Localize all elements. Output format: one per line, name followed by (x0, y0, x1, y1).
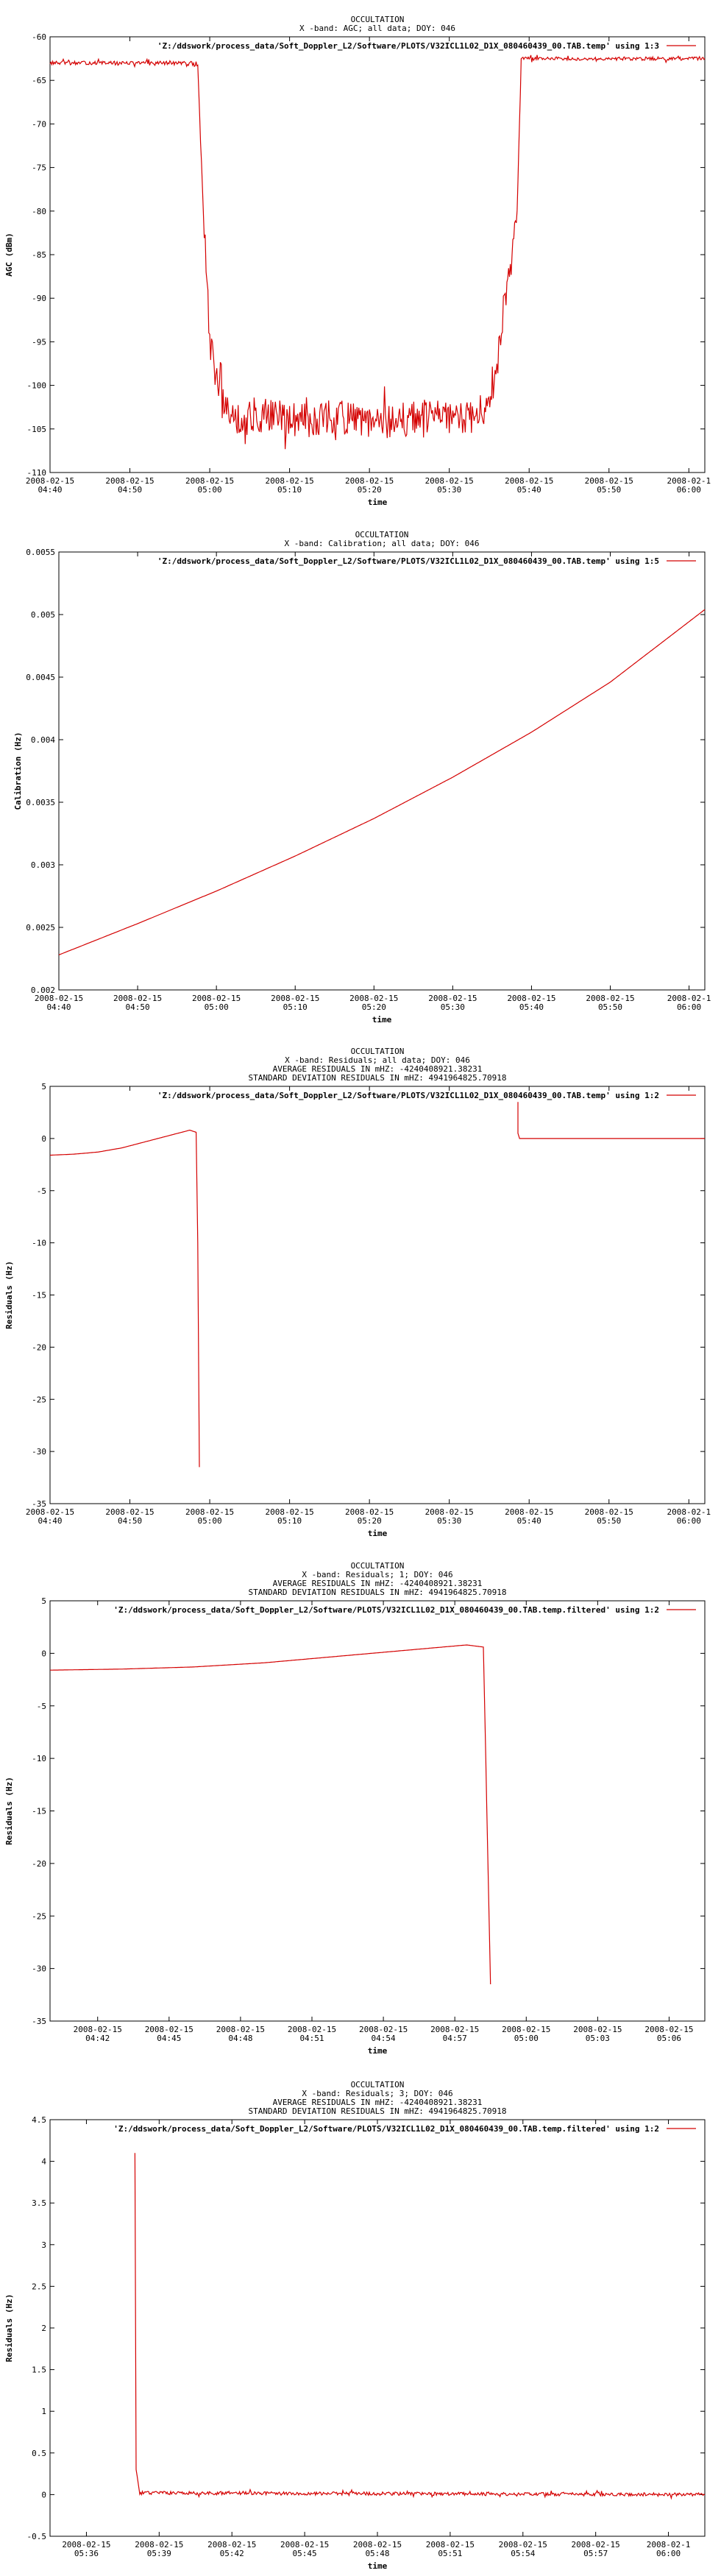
x-axis-label: time (367, 498, 388, 507)
legend-label: 'Z:/ddswork/process_data/Soft_Doppler_L2/Software/PLOTS/V32ICL1L02_D1X_080460439_00.TAB.temp' using 1:3 (157, 41, 659, 51)
y-tick-label: 0 (41, 2490, 46, 2500)
y-tick-label: -30 (32, 1964, 46, 1974)
chart-title-line: AVERAGE RESIDUALS IN mHZ: -4240408921.38231 (272, 1579, 483, 1588)
x-tick-label: 04:50 (117, 485, 143, 495)
x-tick-label: 05:30 (440, 1002, 465, 1012)
chart-title-line: AVERAGE RESIDUALS IN mHZ: -4240408921.38231 (272, 2098, 483, 2107)
x-tick-label: 05:03 (585, 2034, 610, 2043)
x-tick-label: 06:00 (677, 1002, 702, 1012)
x-tick-label: 05:57 (583, 2549, 608, 2558)
chart-title-line: OCCULTATION (350, 2080, 405, 2090)
y-tick-label: -15 (32, 1806, 46, 1816)
x-tick-label: 2008-02-15 (192, 994, 241, 1003)
y-tick-label: -5 (36, 1186, 46, 1196)
x-tick-label: 2008-02-15 (207, 2540, 257, 2550)
chart-2 (13, 530, 711, 1025)
y-axis-label: Residuals (Hz) (4, 1777, 14, 1845)
x-tick-label: 2008-02-15 (507, 994, 556, 1003)
y-tick-label: 2 (41, 2324, 46, 2333)
y-tick-label: -15 (32, 1290, 46, 1301)
y-tick-label: -10 (32, 1754, 46, 1764)
x-tick-label: 2008-02-15 (573, 2025, 622, 2034)
chart-title-line: OCCULTATION (355, 530, 409, 539)
x-tick-label: 05:50 (597, 1516, 622, 1526)
x-tick-label: 2008-02-15 (505, 476, 554, 486)
chart-title-line: AVERAGE RESIDUALS IN mHZ: -4240408921.38231 (272, 1064, 483, 1074)
x-tick-label: 05:50 (597, 485, 622, 495)
series-line (50, 1130, 199, 1468)
legend-label: 'Z:/ddswork/process_data/Soft_Doppler_L2/Software/PLOTS/V32ICL1L02_D1X_080460439_00.TAB.temp.filtered' using 1:2 (113, 2124, 659, 2134)
chart-title-line: OCCULTATION (350, 1561, 405, 1571)
x-tick-label: 2008-02-15 (25, 476, 75, 486)
x-tick-label: 05:42 (219, 2549, 244, 2558)
y-tick-label: 0.0055 (26, 548, 55, 557)
y-tick-label: -5 (36, 1701, 46, 1711)
x-tick-label: 04:48 (228, 2034, 253, 2043)
chart-1 (4, 15, 711, 507)
y-tick-label: -35 (32, 2017, 46, 2026)
x-tick-label: 06:00 (676, 1516, 701, 1526)
y-tick-label: 0.0045 (26, 673, 55, 682)
x-tick-label: 2008-02-15 (345, 1507, 394, 1517)
y-tick-label: 1.5 (32, 2365, 46, 2375)
x-tick-label: 2008-02-15 (73, 2025, 122, 2034)
series-line (135, 2153, 705, 2498)
y-tick-label: 0 (41, 1649, 46, 1659)
x-tick-label: 2008-02-15 (265, 1507, 314, 1517)
x-tick-label: 2008-02-15 (280, 2540, 330, 2550)
x-tick-label: 04:40 (38, 1516, 63, 1526)
y-axis-label: Residuals (Hz) (4, 1261, 14, 1329)
x-tick-label: 2008-02-15 (498, 2540, 547, 2550)
x-tick-label: 2008-02-1 (667, 994, 711, 1003)
x-tick-label: 2008-02-15 (25, 1507, 75, 1517)
chart-title-line: X -band: Residuals; all data; DOY: 046 (285, 1055, 470, 1065)
x-tick-label: 04:50 (117, 1516, 143, 1526)
x-tick-label: 2008-02-15 (349, 994, 399, 1003)
x-tick-label: 04:57 (442, 2034, 467, 2043)
y-tick-label: -65 (32, 76, 46, 86)
x-tick-label: 2008-02-1 (667, 1507, 711, 1517)
y-tick-label: 0.005 (30, 610, 55, 620)
x-axis-label: time (372, 1015, 392, 1025)
x-tick-label: 05:10 (277, 485, 302, 495)
x-tick-label: 2008-02-15 (358, 2025, 408, 2034)
x-tick-label: 05:06 (656, 2034, 682, 2043)
legend-label: 'Z:/ddswork/process_data/Soft_Doppler_L2/Software/PLOTS/V32ICL1L02_D1X_080460439_00.TAB.temp' using 1:5 (157, 556, 659, 566)
y-axis-label: Residuals (Hz) (4, 2293, 14, 2363)
x-tick-label: 05:00 (204, 1002, 229, 1012)
x-tick-label: 2008-02-15 (430, 2025, 480, 2034)
y-tick-label: -25 (32, 1911, 46, 1922)
plot-frame (50, 37, 705, 473)
y-tick-label: -35 (32, 1499, 46, 1509)
y-tick-label: 0.0035 (26, 798, 55, 807)
y-tick-label: -20 (32, 1342, 46, 1353)
x-tick-label: 05:51 (438, 2549, 463, 2558)
x-tick-label: 2008-02-15 (425, 476, 474, 486)
y-tick-label: -110 (26, 468, 46, 478)
y-tick-label: 3.5 (32, 2198, 46, 2209)
plot-frame (59, 552, 705, 990)
x-tick-label: 04:40 (46, 1002, 71, 1012)
x-tick-label: 05:10 (277, 1516, 302, 1526)
legend-label: 'Z:/ddswork/process_data/Soft_Doppler_L2/Software/PLOTS/V32ICL1L02_D1X_080460439_00.TAB.temp.filtered' using 1:2 (113, 1605, 659, 1615)
y-tick-label: 5 (41, 1082, 46, 1091)
x-tick-label: 2008-02-15 (185, 1507, 235, 1517)
chart-title-line: OCCULTATION (350, 1047, 405, 1056)
x-tick-label: 2008-02-15 (265, 476, 314, 486)
y-tick-label: 0.002 (30, 986, 55, 995)
y-tick-label: -100 (26, 381, 46, 391)
x-tick-label: 05:39 (146, 2549, 171, 2558)
x-tick-label: 2008-02-1 (646, 2540, 691, 2550)
x-tick-label: 04:40 (38, 485, 63, 495)
x-tick-label: 2008-02-15 (185, 476, 235, 486)
x-tick-label: 2008-02-15 (105, 476, 154, 486)
y-axis-label: Calibration (Hz) (13, 732, 23, 810)
chart-title-line: X -band: AGC; all data; DOY: 046 (299, 24, 455, 33)
series-line (50, 1645, 491, 1984)
y-tick-label: -80 (32, 206, 46, 216)
y-tick-label: -60 (32, 32, 46, 42)
y-tick-label: -75 (32, 163, 46, 173)
series-line (518, 1102, 705, 1139)
series-line (50, 55, 705, 450)
x-tick-label: 04:45 (157, 2034, 182, 2043)
y-tick-label: -90 (32, 294, 46, 304)
y-tick-label: 3 (41, 2240, 46, 2250)
y-tick-label: -70 (32, 119, 46, 130)
chart-title-line: X -band: Calibration; all data; DOY: 046 (284, 539, 480, 548)
x-tick-label: 2008-02-15 (584, 476, 633, 486)
x-tick-label: 2008-02-15 (425, 1507, 474, 1517)
x-tick-label: 05:36 (74, 2549, 99, 2558)
x-tick-label: 2008-02-15 (425, 2540, 475, 2550)
x-tick-label: 06:00 (676, 485, 701, 495)
x-tick-label: 2008-02-15 (62, 2540, 111, 2550)
x-tick-label: 05:54 (511, 2549, 536, 2558)
x-tick-label: 05:45 (292, 2549, 317, 2558)
chart-5 (4, 2080, 705, 2571)
y-tick-label: -0.5 (26, 2532, 46, 2541)
plot-frame (50, 2120, 705, 2536)
x-tick-label: 06:00 (656, 2549, 681, 2558)
y-tick-label: 0 (41, 1133, 46, 1144)
chart-title-line: STANDARD DEVIATION RESIDUALS IN mHZ: 4941964825.70918 (248, 1073, 507, 1083)
x-tick-label: 05:40 (519, 1002, 544, 1012)
x-tick-label: 2008-02-15 (505, 1507, 554, 1517)
y-tick-label: 4.5 (32, 2115, 46, 2125)
chart-title-line: X -band: Residuals; 1; DOY: 046 (302, 1570, 453, 1579)
x-tick-label: 2008-02-15 (584, 1507, 633, 1517)
plot-frame (50, 1086, 705, 1504)
x-tick-label: 2008-02-15 (271, 994, 320, 1003)
x-tick-label: 04:54 (371, 2034, 396, 2043)
x-tick-label: 05:20 (361, 1002, 386, 1012)
x-axis-label: time (367, 2561, 388, 2571)
x-tick-label: 05:10 (283, 1002, 308, 1012)
x-tick-label: 2008-02-15 (216, 2025, 266, 2034)
x-tick-label: 05:30 (437, 1516, 462, 1526)
y-tick-label: 0.0025 (26, 923, 55, 933)
chart-title-line: STANDARD DEVIATION RESIDUALS IN mHZ: 4941964825.70918 (248, 1588, 507, 1597)
x-axis-label: time (367, 2046, 388, 2056)
chart-title-line: X -band: Residuals; 3; DOY: 046 (302, 2089, 453, 2098)
x-tick-label: 2008-02-15 (34, 994, 84, 1003)
y-tick-label: 0.004 (30, 735, 55, 745)
x-tick-label: 2008-02-15 (105, 1507, 154, 1517)
y-tick-label: 2.5 (32, 2282, 46, 2292)
y-tick-label: -30 (32, 1447, 46, 1457)
chart-4 (4, 1561, 705, 2056)
y-axis-label: AGC (dBm) (4, 233, 14, 277)
x-tick-label: 2008-02-15 (502, 2025, 551, 2034)
x-tick-label: 05:50 (597, 1002, 623, 1012)
x-tick-label: 2008-02-15 (571, 2540, 620, 2550)
y-tick-label: 0.5 (32, 2448, 46, 2458)
x-tick-label: 2008-02-15 (352, 2540, 402, 2550)
y-tick-label: -105 (26, 424, 46, 434)
x-tick-label: 04:42 (85, 2034, 110, 2043)
x-tick-label: 2008-02-1 (667, 476, 711, 486)
y-tick-label: -25 (32, 1395, 46, 1405)
x-tick-label: 05:00 (197, 1516, 222, 1526)
y-tick-label: 5 (41, 1596, 46, 1606)
x-tick-label: 05:30 (437, 485, 462, 495)
x-tick-label: 2008-02-15 (287, 2025, 337, 2034)
series-line (59, 609, 705, 955)
y-tick-label: -10 (32, 1238, 46, 1248)
x-tick-label: 2008-02-15 (135, 2540, 184, 2550)
x-tick-label: 05:20 (357, 1516, 382, 1526)
x-tick-label: 04:50 (125, 1002, 150, 1012)
x-tick-label: 05:00 (197, 485, 222, 495)
x-tick-label: 2008-02-15 (644, 2025, 694, 2034)
y-tick-label: -20 (32, 1858, 46, 1869)
x-tick-label: 04:51 (299, 2034, 324, 2043)
x-tick-label: 05:00 (514, 2034, 539, 2043)
plot-frame (50, 1601, 705, 2021)
y-tick-label: 0.003 (30, 860, 55, 870)
x-tick-label: 2008-02-15 (113, 994, 163, 1003)
x-tick-label: 05:40 (516, 485, 541, 495)
x-axis-label: time (367, 1529, 388, 1538)
y-tick-label: 1 (41, 2407, 46, 2417)
chart-title-line: STANDARD DEVIATION RESIDUALS IN mHZ: 4941964825.70918 (248, 2106, 507, 2116)
x-tick-label: 2008-02-15 (144, 2025, 193, 2034)
x-tick-label: 05:20 (357, 485, 382, 495)
x-tick-label: 05:48 (365, 2549, 390, 2558)
y-tick-label: -95 (32, 337, 46, 347)
chart-title-line: OCCULTATION (350, 15, 405, 24)
y-tick-label: 4 (41, 2156, 46, 2167)
y-tick-label: -85 (32, 250, 46, 260)
x-tick-label: 2008-02-15 (586, 994, 635, 1003)
chart-3 (4, 1047, 711, 1538)
x-tick-label: 05:40 (516, 1516, 541, 1526)
x-tick-label: 2008-02-15 (345, 476, 394, 486)
x-tick-label: 2008-02-15 (428, 994, 477, 1003)
legend-label: 'Z:/ddswork/process_data/Soft_Doppler_L2/Software/PLOTS/V32ICL1L02_D1X_080460439_00.TAB.temp' using 1:2 (157, 1091, 659, 1100)
